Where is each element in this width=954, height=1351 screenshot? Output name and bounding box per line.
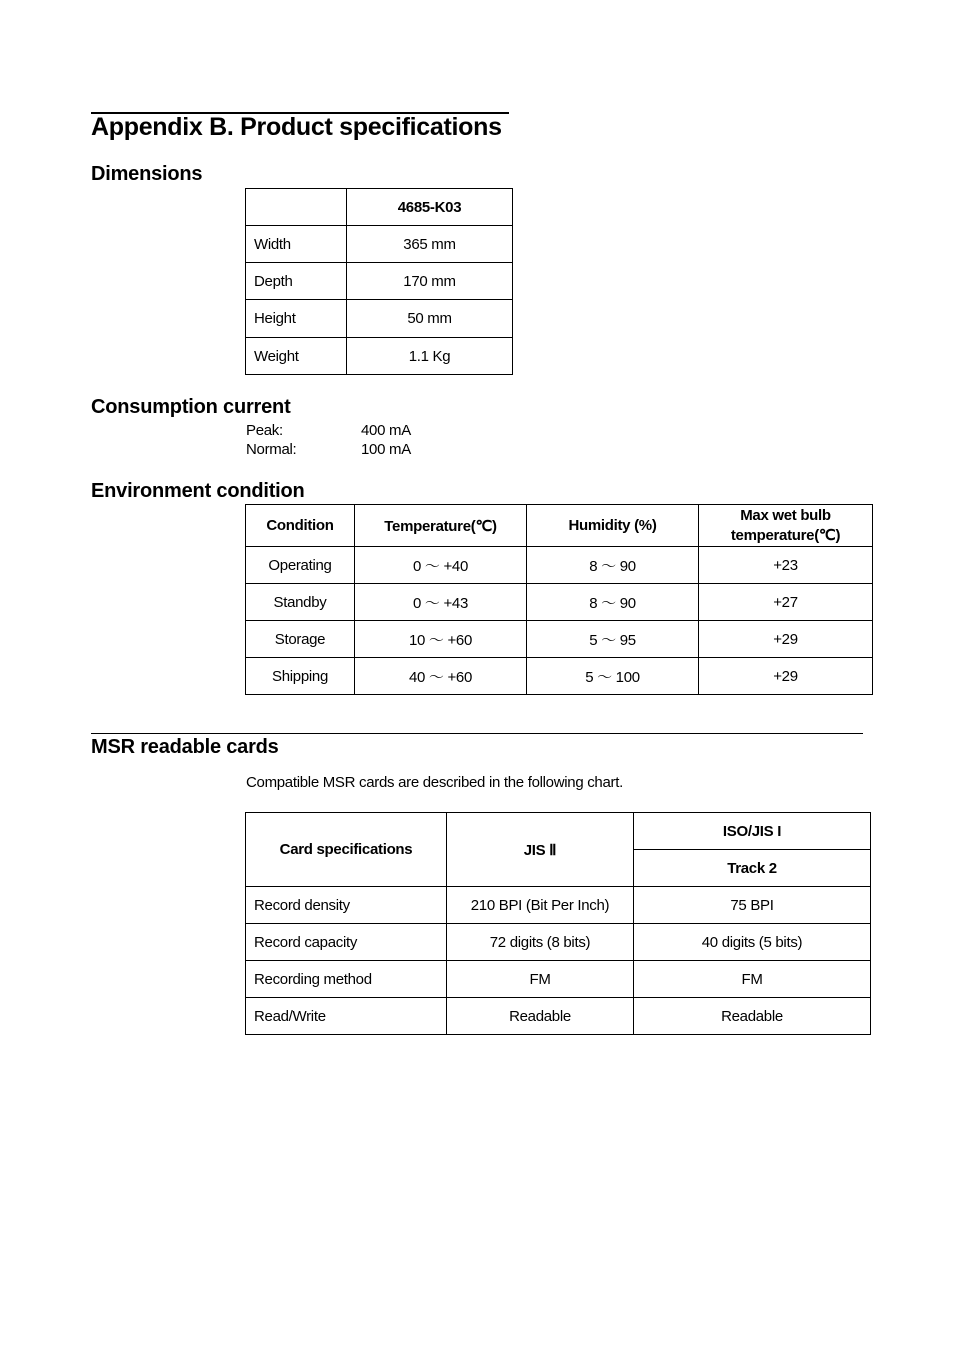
msr-table [245,812,871,1035]
normal-label: Normal: [246,441,297,458]
table-header-row [246,813,871,850]
wet-bulb-cell: +23 [699,547,873,584]
table-header-row [246,505,873,547]
humidity-cell: 8 ～ 90 [527,584,699,621]
track2-header: Track 2 [634,850,871,887]
dimensions-table [245,188,513,375]
condition-cell: Storage [246,621,355,658]
jis2-value: 210 BPI (Bit Per Inch) [447,887,634,924]
table-row [246,338,513,375]
environment-table [245,504,873,695]
spec-label: Read/Write [246,998,447,1035]
section-separator [91,733,863,734]
temperature-cell: 0 ～ +43 [355,584,527,621]
jis2-value: Readable [447,998,634,1035]
dimension-value: 170 mm [347,263,513,300]
iso-jis1-header: ISO/JIS I [634,813,871,850]
msr-intro-text: Compatible MSR cards are described in the following chart. [246,774,623,791]
table-row [246,924,871,961]
condition-cell: Shipping [246,658,355,695]
temperature-cell: 0 ～ +40 [355,547,527,584]
wet-bulb-header: Max wet bulb temperature(℃) [699,505,873,547]
jis2-value: FM [447,961,634,998]
table-row [246,998,871,1035]
msr-heading: MSR readable cards [91,736,279,758]
jis2-header: JIS Ⅱ [447,813,634,887]
page-title: Appendix B. Product specifications [91,113,502,141]
table-row [246,621,873,658]
spec-label: Record density [246,887,447,924]
table-row [246,961,871,998]
normal-value: 100 mA [361,441,411,458]
dimension-label: Width [246,226,347,263]
dimension-value: 1.1 Kg [347,338,513,375]
table-row [246,226,513,263]
iso-value: Readable [634,998,871,1035]
temperature-header: Temperature(℃) [355,505,527,547]
dimension-label: Weight [246,338,347,375]
table-row [246,547,873,584]
jis2-value: 72 digits (8 bits) [447,924,634,961]
dimension-label: Depth [246,263,347,300]
iso-value: 40 digits (5 bits) [634,924,871,961]
table-row [246,584,873,621]
table-header-row [246,189,513,226]
table-row [246,263,513,300]
environment-heading: Environment condition [91,480,305,502]
temperature-cell: 40 ～ +60 [355,658,527,695]
humidity-cell: 8 ～ 90 [527,547,699,584]
peak-value: 400 mA [361,422,411,439]
dimension-value: 365 mm [347,226,513,263]
wet-bulb-cell: +29 [699,621,873,658]
iso-value: 75 BPI [634,887,871,924]
empty-header-cell [246,189,347,226]
condition-cell: Operating [246,547,355,584]
dimension-label: Height [246,300,347,338]
condition-header: Condition [246,505,355,547]
condition-cell: Standby [246,584,355,621]
iso-value: FM [634,961,871,998]
spec-label: Record capacity [246,924,447,961]
humidity-cell: 5 ～ 100 [527,658,699,695]
humidity-cell: 5 ～ 95 [527,621,699,658]
peak-label: Peak: [246,422,283,439]
temperature-cell: 10 ～ +60 [355,621,527,658]
consumption-heading: Consumption current [91,396,291,418]
table-row [246,658,873,695]
table-row [246,887,871,924]
card-spec-header: Card specifications [246,813,447,887]
dimension-value: 50 mm [347,300,513,338]
wet-bulb-cell: +29 [699,658,873,695]
wet-bulb-cell: +27 [699,584,873,621]
table-row [246,300,513,338]
dimensions-heading: Dimensions [91,163,203,185]
humidity-header: Humidity (%) [527,505,699,547]
model-header: 4685-K03 [347,189,513,226]
spec-label: Recording method [246,961,447,998]
